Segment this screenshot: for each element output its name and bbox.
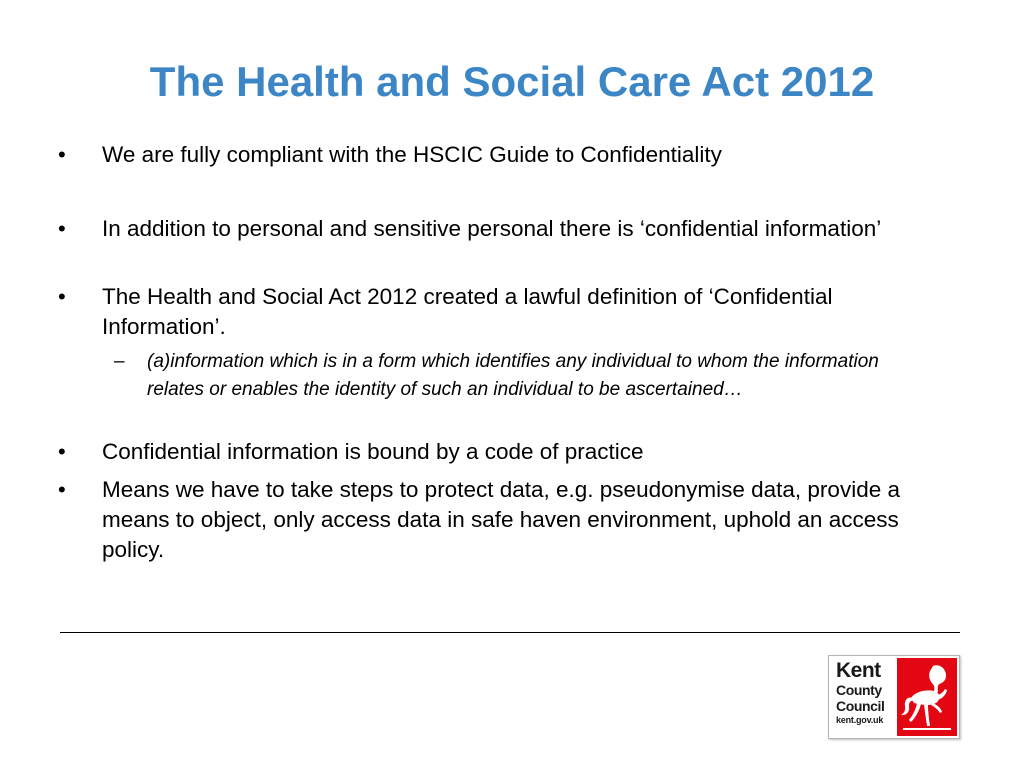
logo-wordmark xyxy=(836,660,898,727)
footer-divider xyxy=(60,632,960,633)
logo-emblem xyxy=(897,658,957,736)
bullet-text: In addition to personal and sensitive personal there is ‘confidential information’ xyxy=(102,216,882,241)
bullet-text: We are fully compliant with the HSCIC Guide to Confidentiality xyxy=(102,142,722,167)
slide-title: The Health and Social Care Act 2012 xyxy=(149,58,875,105)
logo-line-county: County xyxy=(836,682,882,698)
bullet-marker: • xyxy=(58,477,66,502)
logo-url: kent.gov.uk xyxy=(836,715,884,725)
sub-bullet-marker: – xyxy=(114,351,125,372)
bullet-text: Confidential information is bound by a code of practice xyxy=(102,439,644,464)
bullet-marker: • xyxy=(58,439,66,464)
bullet-marker: • xyxy=(58,284,66,309)
logo-line-kent: Kent xyxy=(836,659,881,682)
bullet-marker: • xyxy=(58,216,66,241)
white-horse-icon xyxy=(897,658,957,736)
kent-county-council-logo xyxy=(828,655,960,739)
bullet-marker: • xyxy=(58,142,66,167)
bullet-text: The Health and Social Act 2012 created a lawful definition of ‘Confidential Information’. xyxy=(102,284,833,339)
logo-line-council: Council xyxy=(836,698,885,714)
bullet-text: Means we have to take steps to protect data, e.g. pseudonymise data, provide a means to object, only access data in safe haven environment, uphold an access policy. xyxy=(102,477,900,562)
sub-bullet-text: (a)information which is in a form which identifies any individual to whom the information relates or enables the identity of such an individual to be ascertained… xyxy=(147,351,879,400)
